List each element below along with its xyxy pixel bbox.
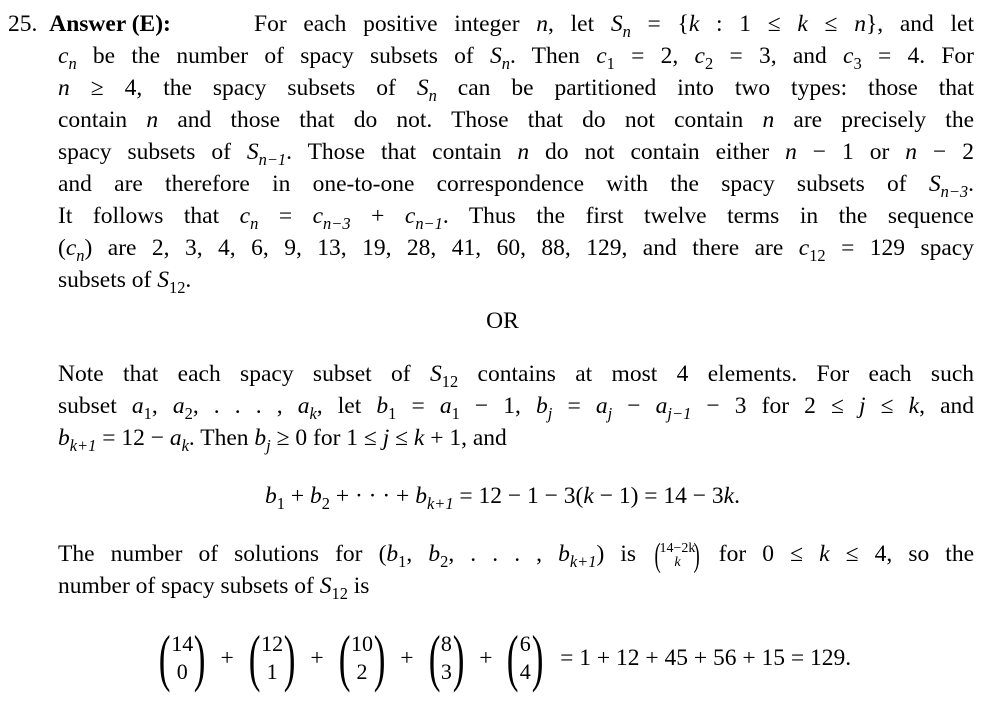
p2-line-3: $b_{k+1} = 12 - a_k$. Then $b_j \ge 0$ for 1 ≤ j ≤ k + 1, and [58,425,507,455]
p2-line-1: Note that each spacy subset of $S_{12}$ contains at most 4 elements. For each such [58,361,975,391]
p3-line-2: number of spacy subsets of $S_{12}$ is [58,573,370,603]
equation-2 [0,622,1005,694]
plus-sign: + [479,644,493,671]
paragraph-3 [58,538,974,602]
p1-line-6: and are therefore in one-to-one correspondence with the spacy subsets of $S_{n-3}$. [58,171,974,201]
p1-line-3: n ≥ 4, the spacy subsets of $S_n$ can be partitioned into two types: those that [58,75,974,105]
plus-sign: + [400,644,414,671]
p1-line-9: subsets of $S_{12}$. [58,267,192,297]
binomial-10-2: ( 10 2 ) [338,622,386,693]
binomial-6-4: ( 6 4 ) [507,622,544,693]
paragraph-2 [58,358,974,454]
p3-line-1: The number of solutions for ($b_1$, $b_2$, . . . , $b_{k+1}$) is ( 14−2k k ) for 0 ≤ k ≤ 4, so the [58,536,975,574]
p1-line-1: For each positive integer n, let $S_n = \{k$ : 1 ≤ k ≤ n}, and let [254,11,974,41]
answer-label: Answer (E): [49,11,171,37]
p1-line-7: It follows that $c_n = c_{n-3} + c_{n-1}$. Thus the first twelve terms in the sequence [58,203,974,233]
problem-number-text: 25. [8,11,38,37]
binomial-14-0: ( 14 0 ) [158,622,206,693]
p1-line-4: contain n and those that do not. Those that do not contain n are precisely the [58,107,975,133]
p1-line-5: spacy subsets of $S_{n-1}$. Those that contain n do not contain either n − 1 or n − 2 [58,139,974,169]
binomial-12-1: ( 12 1 ) [248,622,296,693]
equation-1: $b_1 + b_2$ + · · · + $b_{k+1} = 12 - 1 - 3(k - 1) = 14 - 3k$. [265,483,740,513]
paragraph-1 [58,8,974,296]
p2-line-2: subset $a_1$, $a_2$, . . . , $a_k$, let $b_1 = a_1 - 1$, $b_j = a_j - a_{j-1} - 3$ for 2 ≤ j ≤ k, and [58,393,975,423]
or-separator [0,305,1005,337]
plus-sign: + [310,644,324,671]
p1-line-2: $c_n$ be the number of spacy subsets of $S_n$. Then $c_1 = 2$, $c_2 = 3$, and $c_3 = 4$. For [58,43,975,73]
or-label: OR [486,308,519,334]
equation-2-result: = 1 + 12 + 45 + 56 + 15 = 129. [560,644,852,671]
binomial-14-2k-k: ( 14−2k k ) [654,536,701,574]
p1-line-8: $(c_n)$ are 2, 3, 4, 6, 9, 13, 19, 28, 41, 60, 88, 129, and there are $c_{12} = 129$ spacy [58,235,974,265]
binomial-8-3: ( 8 3 ) [428,622,465,693]
plus-sign: + [220,644,234,671]
binomial-top: 14−2k [659,540,696,556]
binomial-bottom: k [674,554,681,570]
